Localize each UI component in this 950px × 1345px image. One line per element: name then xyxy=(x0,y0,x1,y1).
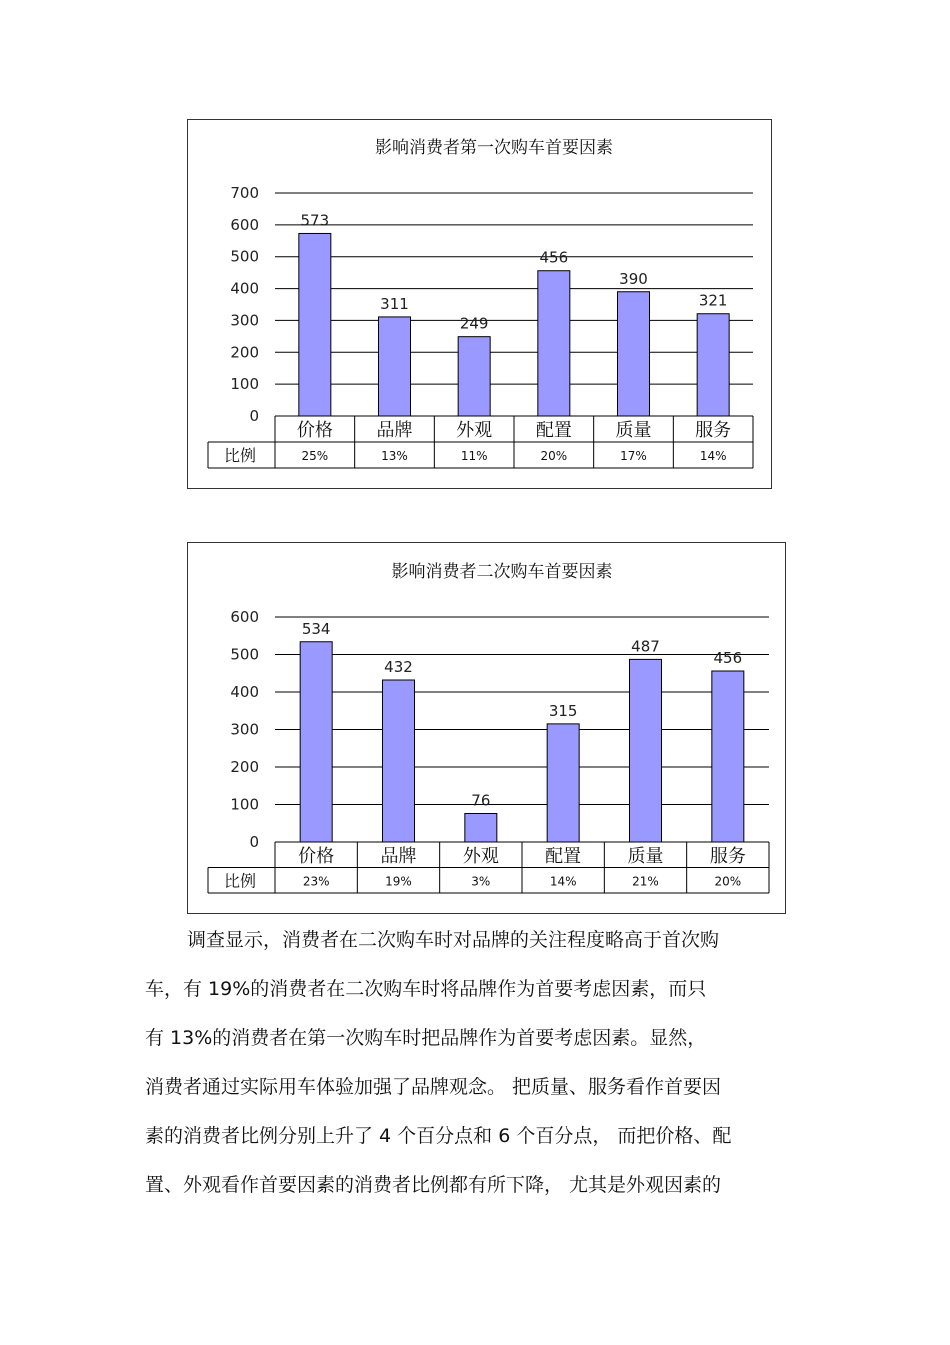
x-category-label: 质量 xyxy=(615,420,652,441)
data-label: 390 xyxy=(619,269,648,288)
ratio-label: 11% xyxy=(460,449,488,463)
y-tick-label: 0 xyxy=(249,407,259,425)
body-text-line-1: 调查显示，消费者在二次购车时对品牌的关注程度略高于首次购 xyxy=(187,929,720,951)
y-tick-label: 100 xyxy=(230,795,259,814)
ratio-label: 20% xyxy=(540,449,568,463)
bar xyxy=(465,814,497,843)
data-label: 76 xyxy=(471,791,491,810)
chart-title: 影响消费者二次购车首要因素 xyxy=(391,562,613,582)
data-label: 456 xyxy=(539,248,569,267)
bar xyxy=(538,271,570,416)
x-category-label: 配置 xyxy=(545,845,582,867)
body-text-line-3: 有 13%的消费者在第一次购车时把品牌作为首要考虑因素。显然， xyxy=(145,1027,707,1049)
y-tick-label: 400 xyxy=(230,279,259,298)
bar xyxy=(697,314,729,416)
chart-first-purchase-svg xyxy=(188,120,771,488)
y-tick-label: 200 xyxy=(230,343,259,362)
ratio-label: 23% xyxy=(302,874,330,889)
body-text-line-2: 车，有 19%的消费者在二次购车时将品牌作为首要考虑因素，而只 xyxy=(145,978,707,1000)
x-category-label: 外观 xyxy=(462,845,499,867)
body-text-line-4: 消费者通过实际用车体验加强了品牌观念。 把质量、服务看作首要因 xyxy=(145,1076,722,1098)
x-category-label: 服务 xyxy=(709,845,746,867)
chart-second-purchase-svg xyxy=(188,543,785,913)
y-tick-label: 700 xyxy=(230,184,259,202)
x-category-label: 配置 xyxy=(535,420,572,441)
data-label: 534 xyxy=(301,619,331,638)
data-label: 573 xyxy=(300,211,330,230)
y-tick-label: 500 xyxy=(230,247,259,266)
y-tick-label: 300 xyxy=(230,720,259,739)
bar xyxy=(379,317,411,416)
data-label: 311 xyxy=(380,294,409,313)
body-text-line-6: 置、外观看作首要因素的消费者比例都有所下降， 尤其是外观因素的 xyxy=(145,1174,722,1196)
bar xyxy=(618,292,650,416)
table-row-label: 比例 xyxy=(223,446,257,465)
y-tick-label: 0 xyxy=(249,833,259,851)
body-text-line-5: 素的消费者比例分别上升了 4 个百分点和 6 个百分点， 而把价格、配 xyxy=(145,1125,732,1147)
chart-title: 影响消费者第一次购车首要因素 xyxy=(375,138,613,158)
x-category-label: 价格 xyxy=(296,420,333,441)
data-label: 249 xyxy=(459,314,489,333)
bar xyxy=(383,680,415,842)
table-row-label: 比例 xyxy=(223,871,257,891)
bar xyxy=(547,724,579,842)
x-category-label: 外观 xyxy=(456,420,493,441)
ratio-label: 21% xyxy=(632,874,659,889)
ratio-label: 14% xyxy=(549,874,577,889)
ratio-label: 17% xyxy=(620,449,647,463)
data-label: 321 xyxy=(698,291,728,310)
y-tick-label: 600 xyxy=(230,608,259,626)
ratio-label: 19% xyxy=(385,874,412,889)
chart-first-purchase xyxy=(187,119,772,489)
y-tick-label: 500 xyxy=(230,645,259,664)
x-category-label: 品牌 xyxy=(380,845,417,867)
ratio-label: 3% xyxy=(471,874,491,889)
y-tick-label: 200 xyxy=(230,758,259,776)
bar xyxy=(300,642,332,842)
bar xyxy=(458,337,490,416)
ratio-label: 13% xyxy=(381,449,408,463)
chart-second-purchase xyxy=(187,542,786,914)
bar xyxy=(299,233,331,416)
bar xyxy=(712,671,744,842)
body-text xyxy=(145,916,825,1210)
x-category-label: 质量 xyxy=(627,845,664,867)
data-label: 487 xyxy=(631,637,660,656)
data-label: 432 xyxy=(384,658,413,676)
data-label: 315 xyxy=(548,701,578,720)
ratio-label: 25% xyxy=(301,449,329,463)
x-category-label: 品牌 xyxy=(376,420,413,441)
y-tick-label: 400 xyxy=(230,683,259,701)
ratio-label: 20% xyxy=(714,874,742,889)
y-tick-label: 100 xyxy=(230,375,259,394)
y-tick-label: 300 xyxy=(230,311,259,330)
data-label: 456 xyxy=(713,649,743,667)
ratio-label: 14% xyxy=(699,449,727,463)
y-tick-label: 600 xyxy=(230,215,259,234)
x-category-label: 价格 xyxy=(298,845,335,867)
x-category-label: 服务 xyxy=(695,420,732,441)
bar xyxy=(630,659,662,842)
